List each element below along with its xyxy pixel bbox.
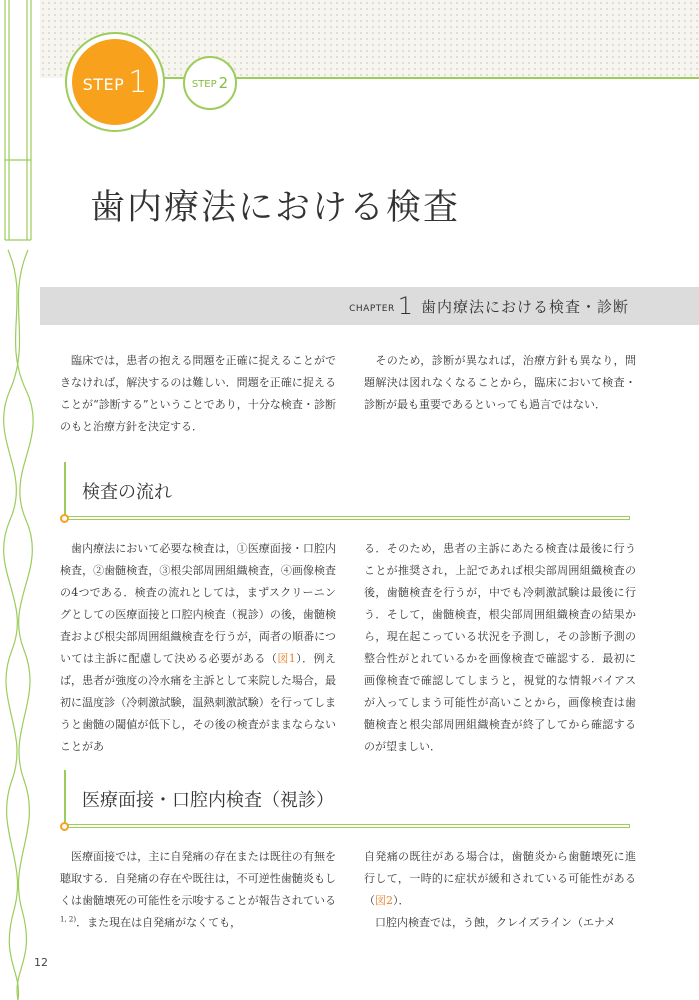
section1-horizontal-rule: [67, 516, 630, 520]
intro-right-column: [364, 350, 636, 416]
section1-title: 検査の流れ: [82, 482, 172, 503]
section1-vertical-rule: [64, 462, 66, 520]
section1-header: [60, 462, 630, 524]
figure1-reference[interactable]: 図1: [277, 652, 296, 665]
section2-left-paragraph: [60, 846, 336, 934]
section1-bullet-dot: [60, 514, 69, 523]
section2-left-column: [60, 846, 336, 934]
section2-header: [60, 770, 630, 832]
step2-number: 2: [218, 74, 229, 92]
section2-vertical-rule: [64, 770, 66, 828]
step1-word: STEP: [82, 74, 125, 94]
page-title: 歯内療法における検査: [90, 188, 461, 228]
section2-right-column: [364, 846, 636, 934]
intro-right-text: そのため，診断が異なれば，治療方針も異なり，問題解決は図れなくなることから，臨床において検査・診断が最も重要であるといっても過言ではない．: [364, 354, 637, 411]
section1-right-column: [364, 538, 636, 758]
step2-badge: [183, 56, 237, 110]
chapter-title: 歯内療法における検査・診断: [420, 297, 629, 316]
section2-right-text-c: 口腔内検査では，う蝕，クレイズライン（エナメ: [375, 916, 616, 929]
section2-left-text-a: 医療面接では，主に自発痛の存在または既往の有無を聴取する．自発痛の存在や既往は，不可逆性歯髄炎もしくは歯髄壊死の可能性を示唆することが報告されている: [60, 850, 337, 907]
step1-number: 1: [128, 64, 148, 100]
section2-right-text-a: 自発痛の既往がある場合は，歯髄炎から歯髄壊死に進行して，一時的に症状が緩和されている可能性がある（: [364, 850, 636, 907]
intro-left-column: [60, 350, 336, 438]
section2-right-paragraph-2: [364, 912, 636, 934]
section1-left-text-b: ）．例えば，患者が強度の冷水痛を主訴として来院した場合，最初に温度診（冷刺激試験，温熱刺激試験）を行ってしまうと歯髄の閾値が低下し，その後の検査がままならないことがあ: [60, 652, 336, 753]
section1-left-paragraph: [60, 538, 336, 758]
section2-horizontal-rule: [67, 824, 630, 828]
chapter-word: CHAPTER: [349, 303, 395, 314]
figure2-reference[interactable]: 図2: [375, 894, 393, 907]
section2-bullet-dot: [60, 822, 69, 831]
chapter-band: [40, 287, 699, 325]
page-number: 12: [34, 956, 48, 969]
intro-left-paragraph: [60, 350, 336, 438]
section1-left-column: [60, 538, 336, 758]
chapter-heading: [349, 287, 629, 325]
section2-left-text-b: ．また現在は自発痛がなくても，: [76, 916, 242, 929]
step1-badge: [72, 39, 158, 125]
section2-title: 医療面接・口腔内検査（視診）: [82, 790, 334, 811]
step2-word: STEP: [191, 78, 217, 90]
section2-right-paragraph-1: [364, 846, 636, 912]
citation-superscript: 1, 2): [60, 915, 77, 924]
left-margin-decoration: [0, 0, 40, 1000]
section1-right-paragraph: る．そのため，患者の主訴にあたる検査は最後に行うことが推奨され，上記であれば根尖部周囲組織検査の後，歯髄検査を行うが，中でも冷刺激試験は最後に行う．そして，歯髄検査，根尖部周囲組織検査の結果から，現在起こっている状況を予測し，その診断予測の整合性がとれているかを画像検査で確認する．最初に画像検査で確認してしまうと，視覚的な情報バイアスが入ってしまう可能性が高いことから，画像検査は歯髄検査と根尖部周囲組織検査が終了してから確認するのが望ましい．: [364, 542, 636, 753]
intro-right-paragraph: [364, 350, 636, 416]
chapter-number: 1: [397, 292, 413, 320]
section1-left-text-a: 歯内療法において必要な検査は，①医療面接・口腔内検査，②歯髄検査，③根尖部周囲組織検査，④画像検査の4つである．検査の流れとしては，まずスクリーニングとしての医療面接と口腔内検査（視診）の後，歯髄検査および根尖部周囲組織検査を行うが，両者の順番については主訴に配慮して決める必要がある（: [60, 542, 337, 665]
section2-right-text-b: ）．: [393, 894, 410, 907]
intro-left-text: 臨床では，患者の抱える問題を正確に捉えることができなければ，解決するのは難しい．問題を正確に捉えることが“診断する”ということであり，十分な検査・診断のもと治療方針を決定する．: [60, 354, 337, 433]
